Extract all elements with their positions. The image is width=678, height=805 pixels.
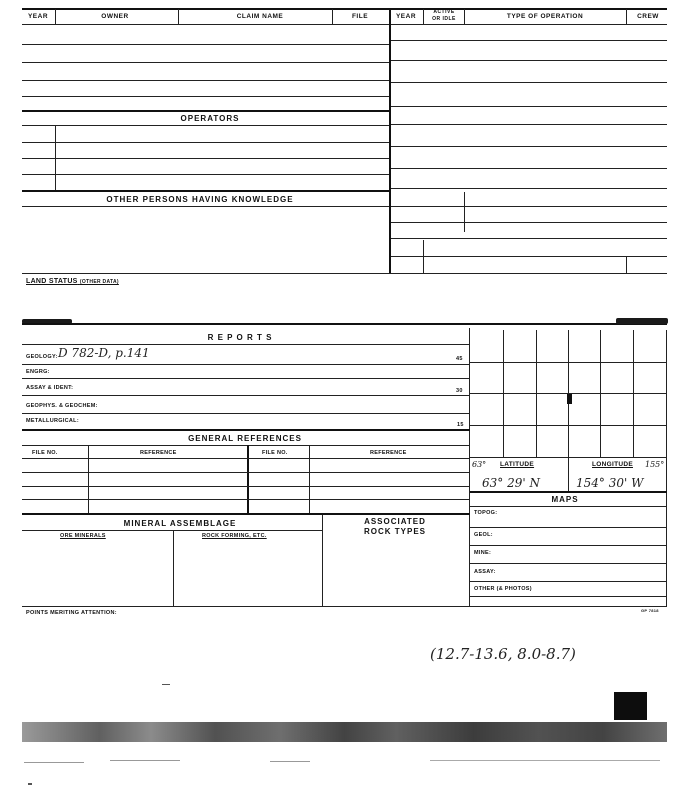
row-rule xyxy=(22,44,389,45)
ref-col-reference: REFERENCE xyxy=(140,450,177,456)
col-divider xyxy=(178,9,179,24)
col-divider xyxy=(626,256,627,273)
col-divider xyxy=(309,445,310,513)
col-header-claim-name: CLAIM NAME xyxy=(236,13,284,20)
bottom-rule xyxy=(22,273,667,274)
row-rule xyxy=(22,364,470,365)
mineral-assemblage-title: MINERAL ASSEMBLAGE xyxy=(123,519,237,528)
points-meriting-attention-label: POINTS MERITING ATTENTION: xyxy=(26,610,117,616)
land-status-label xyxy=(26,278,119,285)
section-rule xyxy=(22,429,470,431)
row-rule xyxy=(391,168,667,169)
row-rule xyxy=(391,40,667,41)
main-vertical-divider xyxy=(389,9,391,274)
latitude-label: LATITUDE xyxy=(500,461,535,468)
row-rule xyxy=(22,395,470,396)
row-rule xyxy=(391,60,667,61)
land-status-sub: (OTHER DATA) xyxy=(79,279,119,285)
col-divider xyxy=(464,9,465,24)
scan-smear-right xyxy=(616,318,668,324)
scan-speck xyxy=(162,684,170,685)
row-rule xyxy=(22,62,389,63)
ref-col-file-no: FILE NO. xyxy=(32,450,58,456)
longitude-label: LONGITUDE xyxy=(592,461,633,468)
col-divider xyxy=(332,9,333,24)
row-rule xyxy=(22,486,470,487)
row-rule xyxy=(22,445,470,446)
row-rule xyxy=(22,125,389,126)
scan-block xyxy=(614,692,647,720)
location-marker xyxy=(567,394,572,404)
col-header-owner: OWNER xyxy=(101,13,129,20)
section-rule xyxy=(22,190,389,192)
col-header-active: ACTIVE xyxy=(433,9,455,15)
col-header-type-of-operation: TYPE OF OPERATION xyxy=(506,13,584,20)
row-rule xyxy=(22,472,470,473)
handwritten-note: (12.7-13.6, 8.0-8.7) xyxy=(430,645,576,663)
col-header-or-idle: OR IDLE xyxy=(432,16,456,22)
col-divider xyxy=(626,9,627,24)
row-rule xyxy=(22,378,470,379)
row-rule xyxy=(470,581,667,582)
col-divider xyxy=(247,445,249,513)
top-border xyxy=(22,8,667,10)
maps-title: MAPS xyxy=(551,495,579,504)
assay-ident-label: ASSAY & IDENT: xyxy=(26,385,74,391)
section-rule xyxy=(22,513,470,515)
reports-title: R E P O R T S xyxy=(207,333,273,342)
section-rule xyxy=(22,323,667,325)
metallurgical-num: 15 xyxy=(457,422,464,428)
section-rule xyxy=(470,491,667,493)
col-header-year: YEAR xyxy=(27,13,49,20)
ref-col-file-no-2: FILE NO. xyxy=(262,450,288,456)
lon-suffix: 155° xyxy=(645,460,665,469)
maps-mine-label: MINE: xyxy=(474,550,492,556)
header-rule xyxy=(22,24,667,25)
row-rule xyxy=(391,188,667,189)
grid-right-border xyxy=(666,330,667,606)
rock-forming-label: ROCK FORMING, ETC. xyxy=(202,533,267,539)
row-rule xyxy=(22,206,389,207)
col-divider xyxy=(173,530,174,606)
geology-num: 45 xyxy=(456,356,463,362)
row-rule xyxy=(22,413,470,414)
col-header-year-2: YEAR xyxy=(395,13,417,20)
col-divider xyxy=(55,9,56,24)
general-references-title: GENERAL REFERENCES xyxy=(188,434,302,443)
maps-other-label: OTHER (& PHOTOS) xyxy=(474,586,532,592)
row-rule xyxy=(470,545,667,546)
row-rule xyxy=(391,124,667,125)
rock-types-label: ROCK TYPES xyxy=(363,527,426,536)
row-rule xyxy=(22,96,389,97)
row-rule xyxy=(22,530,322,531)
associated-label: ASSOCIATED xyxy=(364,517,426,526)
col-divider xyxy=(423,240,424,273)
grid-line xyxy=(470,362,666,363)
row-rule xyxy=(470,527,667,528)
col-divider xyxy=(464,192,465,232)
ore-minerals-label: ORE MINERALS xyxy=(60,533,106,539)
scan-speck xyxy=(110,760,180,761)
row-rule xyxy=(470,506,667,507)
row-rule xyxy=(22,158,389,159)
scan-speck xyxy=(430,760,660,761)
col-header-file: FILE xyxy=(351,13,369,20)
row-rule xyxy=(391,82,667,83)
row-rule xyxy=(391,106,667,107)
row-rule xyxy=(22,80,389,81)
col-divider xyxy=(423,9,424,24)
geology-label: GEOLOGY: xyxy=(26,354,58,360)
grid-line xyxy=(470,425,666,426)
metallurgical-label: METALLURGICAL: xyxy=(26,418,79,424)
col-divider xyxy=(322,515,323,606)
col-header-crew: CREW xyxy=(637,13,659,20)
row-rule xyxy=(391,146,667,147)
longitude-value: 154° 30' W xyxy=(576,476,644,490)
row-rule xyxy=(22,499,470,500)
row-rule xyxy=(22,458,470,459)
ref-col-reference-2: REFERENCE xyxy=(370,450,407,456)
assay-num: 30 xyxy=(456,388,463,394)
row-rule xyxy=(22,174,389,175)
latitude-value: 63° 29' N xyxy=(482,476,540,490)
form-number: GP 7818 xyxy=(641,608,659,613)
col-divider xyxy=(568,458,569,491)
row-rule xyxy=(391,222,667,223)
geophys-label: GEOPHYS. & GEOCHEM: xyxy=(26,403,98,409)
land-status-title: LAND STATUS xyxy=(26,278,78,285)
col-divider xyxy=(88,445,89,513)
lat-prefix: 63° xyxy=(472,460,487,469)
scan-speck xyxy=(270,761,310,762)
other-persons-label: OTHER PERSONS HAVING KNOWLEDGE xyxy=(106,195,294,204)
row-rule xyxy=(391,206,667,207)
scan-speck xyxy=(24,762,84,763)
section-rule xyxy=(22,110,389,112)
geology-handwritten-ref: D 782-D, p.141 xyxy=(58,346,150,360)
operators-divider xyxy=(55,125,56,190)
engrg-label: ENGRG: xyxy=(26,369,50,375)
row-rule xyxy=(470,563,667,564)
scan-speck xyxy=(28,783,32,785)
row-rule xyxy=(22,344,470,345)
reports-right-border xyxy=(469,328,470,606)
maps-geol-label: GEOL: xyxy=(474,532,493,538)
scan-noise-band xyxy=(22,722,667,742)
row-rule xyxy=(391,238,667,239)
maps-assay-label: ASSAY: xyxy=(474,569,496,575)
operators-label: OPERATORS xyxy=(180,114,240,123)
bottom-rule xyxy=(22,606,667,607)
row-rule xyxy=(22,142,389,143)
row-rule xyxy=(470,596,667,597)
maps-topog-label: TOPOG: xyxy=(474,510,498,516)
